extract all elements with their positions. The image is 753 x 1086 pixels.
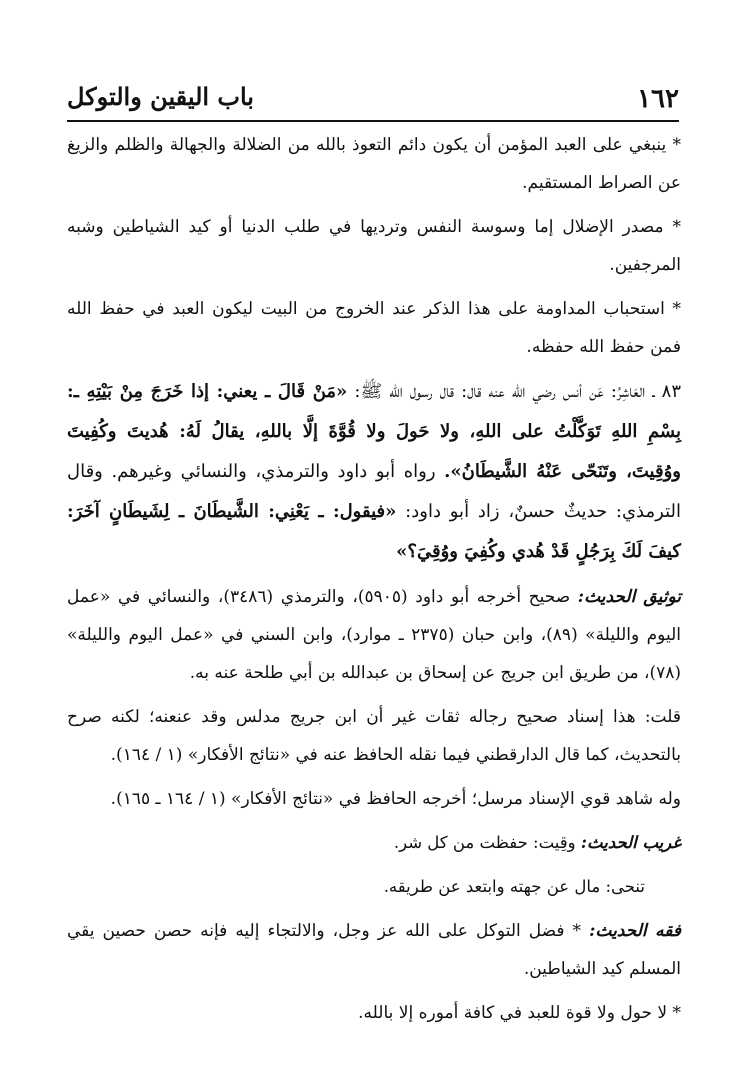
fiqh-text: * فضل التوكل على الله عز وجل، والالتجاء إليه فإنه حصن حصين يقي المسلم كيد الشياطين.: [67, 921, 681, 979]
fiqh-paragraph: [67, 912, 681, 988]
page-header: [67, 78, 679, 122]
hadith-narration: رواه أبو داود والترمذي، والنسائي وغيرهم. وقال الترمذي: حديثٌ حسنٌ، زاد أبو داود:: [67, 461, 682, 522]
bullet-paragraph: * مصدر الإضلال إما وسوسة النفس وترديها في طلب الدنيا أو كيد الشياطين وشبه المرجفين.: [67, 217, 681, 275]
hadith-addition: «فيقول: ـ يَعْنِي: الشَّيطَانَ ـ لِشَيطَانٍ آخَرَ: كيفَ لَكَ بِرَجُلٍ قَدْ هُدي وكُفِيَ ووُقِيَ؟»: [67, 501, 681, 562]
gharib-line: تنحى: مال عن جهته وابتعد عن طريقه.: [383, 877, 645, 896]
note-paragraph: قلت: هذا إسناد صحيح رجاله ثقات غير أن ابن جريج مدلس وقد عنعنه؛ لكنه صرح بالتحديث، كما قال الدارقطني فيما نقله الحافظ عنه في «نتائج الأفكار» (١ / ١٦٤).: [67, 707, 681, 765]
hadith-text: [67, 372, 681, 572]
page-number: ١٦٢: [637, 84, 679, 114]
takhrij-text: صحيح أخرجه أبو داود (٥٩٠٥)، والترمذي (٣٤٨٦)، والنسائي في «عمل اليوم والليلة» (٨٩)، وابن حبان (٢٣٧٥ ـ موارد)، وابن السني في «عمل اليوم والليلة» (٧٨)، من طريق ابن جريج عن إسحاق بن عبدالله بن أبي طلحة عنه به.: [67, 587, 682, 683]
bullet-paragraph: * ينبغي على العبد المؤمن أن يكون دائم التعوذ بالله من الضلالة والجهالة والظلم والزيغ عن الصراط المستقيم.: [67, 135, 681, 193]
hadith-quote: «مَنْ قَالَ ـ يعني: إذا خَرَجَ مِنْ بَيْتِهِ ـ: بِسْمِ اللهِ تَوَكَّلْتُ على اللهِ، ولا حَولَ ولا قُوَّةَ إلَّا باللهِ، يقالُ لَهُ: هُديتَ وكُفِيتَ ووُقِيتَ، وتَنَحّى عَنْهُ الشَّيطَانُ».: [67, 381, 681, 482]
gharib-definition: وقِيت: حفظت من كل شر.: [393, 833, 576, 852]
page-body: [67, 126, 681, 1038]
fiqh-label: فقه الحديث:: [589, 921, 682, 941]
gharib-line: [67, 824, 681, 862]
gharib-label: غريب الحديث:: [580, 833, 681, 852]
takhrij-paragraph: [67, 578, 681, 692]
hadith-intro: ٨٣ ـ العَاشِرُ: عَن أنس رضي الله عنه قال: قال رسول الله ﷺ:: [354, 381, 682, 402]
chapter-title: باب اليقين والتوكل: [67, 82, 254, 111]
bullet-paragraph: * استحباب المداومة على هذا الذكر عند الخروج من البيت ليكون العبد في حفظ الله فمن حفظ الله حفظه.: [67, 299, 681, 357]
note-paragraph: وله شاهد قوي الإسناد مرسل؛ أخرجه الحافظ في «نتائج الأفكار» (١ / ١٦٤ ـ ١٦٥).: [110, 789, 681, 809]
takhrij-label: توثيق الحديث:: [577, 587, 681, 607]
fiqh-bullet: * لا حول ولا قوة للعبد في كافة أموره إلا بالله.: [358, 1003, 681, 1023]
